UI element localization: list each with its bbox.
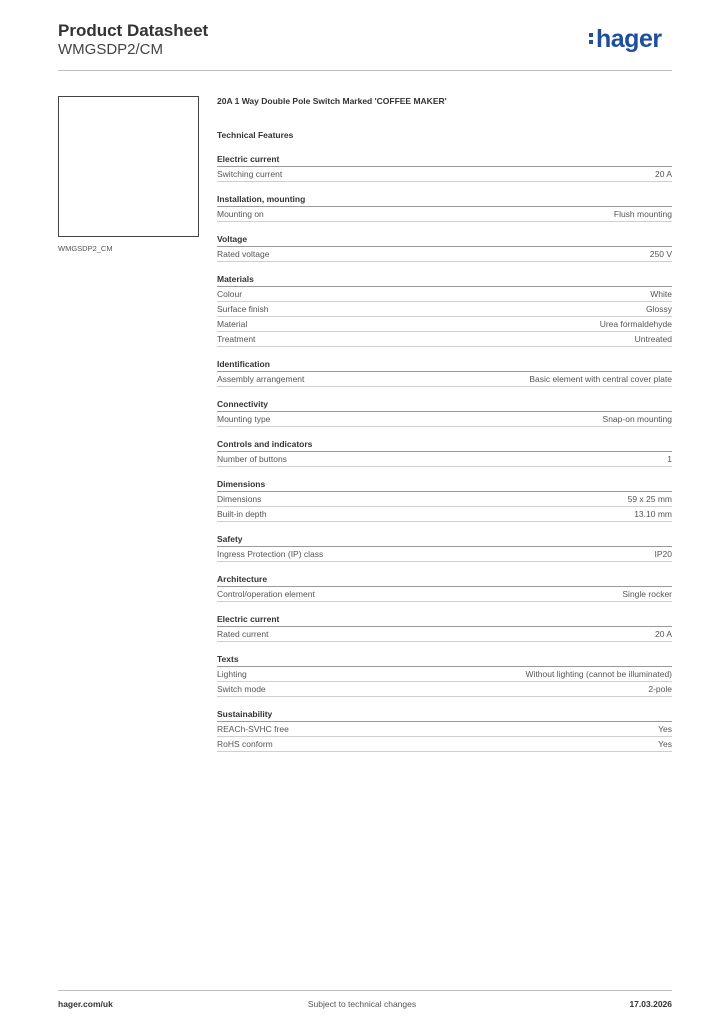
feature-label: REACh-SVHC free bbox=[217, 724, 289, 734]
feature-value: Without lighting (cannot be illuminated) bbox=[525, 669, 672, 679]
group-spacer bbox=[217, 222, 672, 231]
feature-group bbox=[217, 533, 672, 571]
feature-group-title: Safety bbox=[217, 533, 672, 547]
feature-label: Assembly arrangement bbox=[217, 374, 305, 384]
feature-value: 20 A bbox=[654, 629, 672, 639]
feature-value: 59 x 25 mm bbox=[627, 494, 672, 504]
feature-group bbox=[217, 193, 672, 231]
feature-groups bbox=[217, 153, 672, 761]
feature-label: Lighting bbox=[217, 669, 247, 679]
feature-label: Mounting on bbox=[217, 209, 264, 219]
feature-row bbox=[217, 247, 672, 262]
group-spacer bbox=[217, 387, 672, 396]
feature-group bbox=[217, 613, 672, 651]
feature-label: Dimensions bbox=[217, 494, 262, 504]
feature-row bbox=[217, 287, 672, 302]
hager-logo bbox=[589, 27, 662, 52]
feature-group-title: Controls and indicators bbox=[217, 438, 672, 452]
feature-label: Number of buttons bbox=[217, 454, 287, 464]
footer-notice: Subject to technical changes bbox=[307, 999, 417, 1009]
feature-value: Untreated bbox=[634, 334, 672, 344]
feature-label: RoHS conform bbox=[217, 739, 273, 749]
footer-website: hager.com/uk bbox=[58, 999, 113, 1009]
product-code: WMGSDP2/CM bbox=[58, 41, 163, 58]
feature-value: 2-pole bbox=[648, 684, 672, 694]
product-image-placeholder bbox=[58, 96, 199, 237]
feature-label: Ingress Protection (IP) class bbox=[217, 549, 324, 559]
feature-row bbox=[217, 682, 672, 697]
feature-value: Snap-on mounting bbox=[602, 414, 672, 424]
feature-value: IP20 bbox=[654, 549, 672, 559]
feature-group bbox=[217, 653, 672, 706]
feature-group-title: Electric current bbox=[217, 153, 672, 167]
feature-group bbox=[217, 398, 672, 436]
feature-label: Switch mode bbox=[217, 684, 266, 694]
feature-group-title: Architecture bbox=[217, 573, 672, 587]
feature-group-title: Voltage bbox=[217, 233, 672, 247]
feature-group bbox=[217, 708, 672, 761]
feature-row bbox=[217, 302, 672, 317]
header-divider bbox=[58, 70, 672, 71]
feature-row bbox=[217, 207, 672, 222]
page-title: Product Datasheet bbox=[58, 21, 209, 40]
group-spacer bbox=[217, 347, 672, 356]
feature-row bbox=[217, 492, 672, 507]
feature-row bbox=[217, 412, 672, 427]
feature-group-title: Connectivity bbox=[217, 398, 672, 412]
footer-divider bbox=[58, 990, 672, 991]
feature-group-title: Texts bbox=[217, 653, 672, 667]
feature-group bbox=[217, 438, 672, 476]
feature-value: 20 A bbox=[654, 169, 672, 179]
feature-value: Yes bbox=[658, 724, 672, 734]
feature-group bbox=[217, 478, 672, 531]
logo-text: hager bbox=[596, 25, 662, 53]
feature-label: Colour bbox=[217, 289, 243, 299]
feature-group-title: Materials bbox=[217, 273, 672, 287]
group-spacer bbox=[217, 427, 672, 436]
datasheet-content bbox=[217, 95, 672, 761]
group-spacer bbox=[217, 642, 672, 651]
feature-label: Control/operation element bbox=[217, 589, 315, 599]
product-image-caption: WMGSDP2_CM bbox=[58, 244, 113, 253]
feature-value: Glossy bbox=[646, 304, 672, 314]
feature-group-title: Electric current bbox=[217, 613, 672, 627]
group-spacer bbox=[217, 752, 672, 761]
feature-group bbox=[217, 153, 672, 191]
feature-label: Mounting type bbox=[217, 414, 271, 424]
feature-row bbox=[217, 167, 672, 182]
group-spacer bbox=[217, 467, 672, 476]
feature-label: Built-in depth bbox=[217, 509, 267, 519]
logo-dots-icon bbox=[589, 33, 594, 47]
feature-label: Rated voltage bbox=[217, 249, 270, 259]
feature-row bbox=[217, 372, 672, 387]
feature-row bbox=[217, 627, 672, 642]
feature-row bbox=[217, 587, 672, 602]
feature-group-title: Dimensions bbox=[217, 478, 672, 492]
feature-group-title: Sustainability bbox=[217, 708, 672, 722]
feature-label: Material bbox=[217, 319, 248, 329]
feature-value: 13.10 mm bbox=[634, 509, 672, 519]
feature-value: Flush mounting bbox=[613, 209, 672, 219]
group-spacer bbox=[217, 522, 672, 531]
feature-row bbox=[217, 452, 672, 467]
feature-value: Basic element with central cover plate bbox=[529, 374, 672, 384]
product-description: 20A 1 Way Double Pole Switch Marked 'COFFEE MAKER' bbox=[217, 96, 447, 106]
feature-label: Surface finish bbox=[217, 304, 269, 314]
feature-row bbox=[217, 332, 672, 347]
feature-value: Single rocker bbox=[622, 589, 672, 599]
feature-group bbox=[217, 573, 672, 611]
feature-group-title: Installation, mounting bbox=[217, 193, 672, 207]
feature-row bbox=[217, 547, 672, 562]
feature-row bbox=[217, 722, 672, 737]
group-spacer bbox=[217, 562, 672, 571]
footer-date: 17.03.2026 bbox=[629, 999, 672, 1009]
feature-group bbox=[217, 358, 672, 396]
feature-value: 1 bbox=[667, 454, 672, 464]
group-spacer bbox=[217, 262, 672, 271]
feature-value: Yes bbox=[658, 739, 672, 749]
feature-row bbox=[217, 317, 672, 332]
feature-value: 250 V bbox=[649, 249, 672, 259]
technical-features-heading: Technical Features bbox=[217, 130, 294, 140]
feature-label: Rated current bbox=[217, 629, 269, 639]
feature-row bbox=[217, 737, 672, 752]
feature-row bbox=[217, 667, 672, 682]
feature-group bbox=[217, 233, 672, 271]
feature-group-title: Identification bbox=[217, 358, 672, 372]
feature-value: White bbox=[650, 289, 672, 299]
feature-value: Urea formaldehyde bbox=[599, 319, 672, 329]
feature-row bbox=[217, 507, 672, 522]
group-spacer bbox=[217, 182, 672, 191]
group-spacer bbox=[217, 602, 672, 611]
group-spacer bbox=[217, 697, 672, 706]
feature-group bbox=[217, 273, 672, 356]
feature-label: Switching current bbox=[217, 169, 283, 179]
feature-label: Treatment bbox=[217, 334, 256, 344]
